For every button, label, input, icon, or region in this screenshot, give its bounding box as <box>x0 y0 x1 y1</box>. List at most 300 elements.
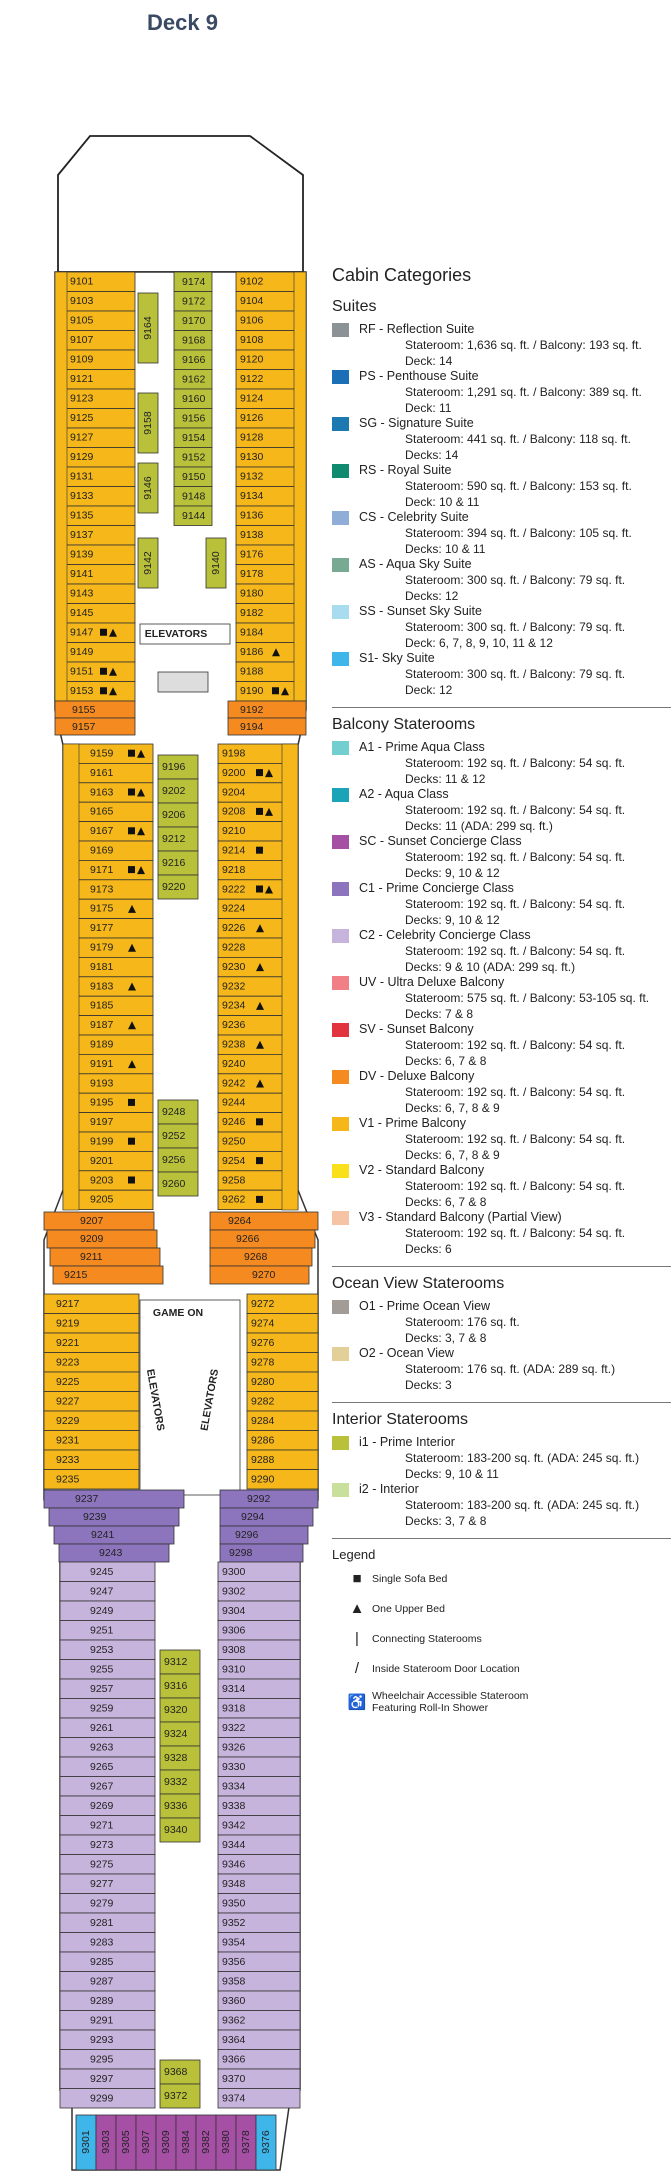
balcony-strip <box>282 744 298 1210</box>
cabin-number: 9248 <box>162 1105 186 1118</box>
category-detail: Decks: 3 <box>405 1377 452 1392</box>
legend-category <box>332 416 671 431</box>
color-swatch <box>332 741 349 755</box>
cabin-number: 9292 <box>247 1492 271 1505</box>
cabin-number: 9346 <box>222 1858 246 1871</box>
cabin-number: 9137 <box>70 529 94 542</box>
cabin-number: 9316 <box>164 1679 188 1692</box>
category-detail: Decks: 6, 7 & 8 <box>405 1194 487 1209</box>
cabin-number: 9169 <box>90 844 114 857</box>
cabin-number: 9268 <box>244 1250 268 1263</box>
legend-category <box>332 369 671 384</box>
cabin-number: 9190 <box>240 685 264 698</box>
legend-category <box>332 1163 671 1178</box>
cabin-number: 9380 <box>219 2130 232 2154</box>
cabin-number: 9274 <box>251 1317 275 1330</box>
cabin-number: 9370 <box>222 2072 246 2085</box>
category-detail: Decks: 11 & 12 <box>405 771 486 786</box>
cabin-number: 9362 <box>222 2014 246 2027</box>
cabin-number: 9123 <box>70 392 94 405</box>
cabin-number: 9280 <box>251 1375 275 1388</box>
cabin-number: 9376 <box>259 2130 272 2154</box>
cabin-number: 9309 <box>159 2130 172 2154</box>
legend-category <box>332 1482 671 1497</box>
cabin-number: 9283 <box>90 1936 114 1949</box>
cabin-number: 9215 <box>64 1268 88 1281</box>
cabin-number: 9354 <box>222 1936 246 1949</box>
cabin <box>49 1508 179 1526</box>
color-swatch <box>332 605 349 619</box>
cabin-number: 9310 <box>222 1663 246 1676</box>
color-swatch <box>332 652 349 666</box>
cabin-number: 9132 <box>240 470 264 483</box>
cabin-number: 9285 <box>90 1955 114 1968</box>
cabin-number: 9255 <box>90 1663 114 1676</box>
category-name: i1 - Prime Interior <box>359 1435 455 1449</box>
cabin-number: 9195 <box>90 1096 114 1109</box>
cabin-number: 9168 <box>182 334 206 347</box>
cabin-number: 9226 <box>222 922 246 935</box>
cabin-number: 9148 <box>182 490 206 503</box>
cabin-number: 9103 <box>70 295 94 308</box>
category-name: O2 - Ocean View <box>359 1346 454 1360</box>
cabin-number: 9151 <box>70 665 94 678</box>
cabin-number: 9211 <box>80 1250 103 1263</box>
legend-category <box>332 881 671 896</box>
cabin-number: 9243 <box>99 1546 123 1559</box>
category-detail: Stateroom: 176 sq. ft. (ADA: 289 sq. ft.) <box>405 1362 616 1376</box>
cabin-number: 9214 <box>222 844 246 857</box>
category-name: UV - Ultra Deluxe Balcony <box>359 975 505 989</box>
deck-plan <box>0 0 330 2182</box>
category-name: V3 - Standard Balcony (Partial View) <box>359 1210 562 1224</box>
category-detail: Deck: 11 <box>405 400 452 415</box>
cabin-number: 9194 <box>240 720 264 733</box>
square-icon <box>256 769 263 776</box>
category-detail: Decks: 6, 7, 8 & 9 <box>405 1100 500 1115</box>
cabin-number: 9332 <box>164 1775 188 1788</box>
legend-symbol <box>332 1660 671 1677</box>
cabin-number: 9201 <box>90 1154 114 1167</box>
cabin-number: 9208 <box>222 805 246 818</box>
cabin-number: 9147 <box>70 626 94 639</box>
category-detail: Stateroom: 183-200 sq. ft. (ADA: 245 sq. ft.) <box>405 1498 640 1512</box>
cabin-number: 9288 <box>251 1453 275 1466</box>
cabin-number: 9312 <box>164 1655 188 1668</box>
cabin-number: 9144 <box>182 509 206 522</box>
square-icon <box>128 866 135 873</box>
cabin-number: 9104 <box>240 295 264 308</box>
cabin-number: 9236 <box>222 1019 246 1032</box>
cabin-number: 9358 <box>222 1975 246 1988</box>
cabin-number: 9183 <box>90 980 114 993</box>
cabin-number: 9191 <box>90 1057 114 1070</box>
cabin-number: 9224 <box>222 902 246 915</box>
category-name: SG - Signature Suite <box>359 416 474 430</box>
cabin-number: 9164 <box>141 316 154 340</box>
cabin-number: 9368 <box>164 2065 188 2078</box>
cabin-number: 9295 <box>90 2053 114 2066</box>
color-swatch <box>332 1023 349 1037</box>
cabin-number: 9273 <box>90 1838 114 1851</box>
cabin-number: 9106 <box>240 314 264 327</box>
cabin-number: 9221 <box>56 1336 80 1349</box>
category-detail: Stateroom: 176 sq. ft. <box>405 1315 520 1329</box>
cabin-number: 9258 <box>222 1174 246 1187</box>
cabin-number: 9210 <box>222 825 246 838</box>
cabin-number: 9179 <box>90 941 114 954</box>
cabin-number: 9314 <box>222 1682 246 1695</box>
cabin-number: 9235 <box>56 1473 80 1486</box>
category-name: SS - Sunset Sky Suite <box>359 604 482 618</box>
balcony-strip <box>55 272 67 701</box>
cabin-number: 9257 <box>90 1682 114 1695</box>
category-detail: Stateroom: 192 sq. ft. / Balcony: 54 sq. ft. <box>405 1179 626 1193</box>
cabin-number: 9220 <box>162 880 186 893</box>
cabin-number: 9326 <box>222 1741 246 1754</box>
category-detail: Stateroom: 300 sq. ft. / Balcony: 79 sq. ft. <box>405 573 626 587</box>
legend-category <box>332 1210 671 1225</box>
legend-category <box>332 322 671 337</box>
category-name: C1 - Prime Concierge Class <box>359 881 514 895</box>
category-detail: Decks: 3, 7 & 8 <box>405 1330 487 1345</box>
cabin <box>210 1230 315 1248</box>
cabin-number: 9162 <box>182 373 206 386</box>
cabin-number: 9336 <box>164 1799 188 1812</box>
category-detail: Stateroom: 1,636 sq. ft. / Balcony: 193 sq. ft. <box>405 338 642 352</box>
cabin-number: 9247 <box>90 1585 114 1598</box>
legend-category <box>332 651 671 666</box>
legend-section-heading: Suites <box>332 298 377 315</box>
cabin-number: 9262 <box>222 1193 246 1206</box>
color-swatch <box>332 835 349 849</box>
cabin-number: 9298 <box>229 1546 253 1559</box>
cabin-number: 9382 <box>199 2130 212 2154</box>
cabin-number: 9180 <box>240 587 264 600</box>
cabin-number: 9136 <box>240 509 264 522</box>
legend-symbol-label: Wheelchair Accessible Stateroom Featuring Roll-In Shower <box>372 1690 529 1714</box>
category-detail: Deck: 14 <box>405 353 453 368</box>
color-swatch <box>332 788 349 802</box>
balcony-strip <box>294 272 306 701</box>
cabin-number: 9350 <box>222 1897 246 1910</box>
cabin-number: 9229 <box>56 1414 80 1427</box>
cabin-number: 9287 <box>90 1975 114 1988</box>
cabin-number: 9241 <box>91 1528 115 1541</box>
legend-category <box>332 928 671 943</box>
cabin-number: 9222 <box>222 883 246 896</box>
cabin-number: 9192 <box>240 703 264 716</box>
category-detail: Decks: 9, 10 & 12 <box>405 865 500 880</box>
cabin-number: 9294 <box>241 1510 265 1523</box>
cabin-number: 9134 <box>240 490 264 503</box>
category-detail: Stateroom: 590 sq. ft. / Balcony: 153 sq. ft. <box>405 479 632 493</box>
cabin-number: 9131 <box>70 470 94 483</box>
cabin-number: 9360 <box>222 1994 246 2007</box>
cabin-number: 9246 <box>222 1116 246 1129</box>
square-icon <box>100 687 107 694</box>
square-icon <box>128 1138 135 1145</box>
cabin-number: 9135 <box>70 509 94 522</box>
cabin-number: 9145 <box>70 607 94 620</box>
category-name: SC - Sunset Concierge Class <box>359 834 522 848</box>
square-icon <box>100 668 107 675</box>
cabin <box>44 1490 184 1508</box>
cabin-number: 9266 <box>236 1232 260 1245</box>
square-icon <box>128 1177 135 1184</box>
category-name: RS - Royal Suite <box>359 463 452 477</box>
legend-category <box>332 1435 671 1450</box>
cabin-number: 9238 <box>222 1038 246 1051</box>
cabin-number: 9193 <box>90 1077 114 1090</box>
cabin-number: 9261 <box>90 1721 114 1734</box>
color-swatch <box>332 1347 349 1361</box>
cabin-number: 9166 <box>182 353 206 366</box>
symbols-title: Legend <box>332 1547 376 1562</box>
color-swatch <box>332 558 349 572</box>
cabin-number: 9126 <box>240 412 264 425</box>
cabin-number: 9200 <box>222 766 246 779</box>
legend-category <box>332 787 671 802</box>
cabin-number: 9304 <box>222 1604 246 1617</box>
door-icon: / <box>354 1660 360 1677</box>
cabin-number: 9252 <box>162 1129 186 1142</box>
legend-category <box>332 1069 671 1084</box>
cabin-number: 9225 <box>56 1375 80 1388</box>
cabin-number: 9293 <box>90 2033 114 2046</box>
cabin-number: 9245 <box>90 1565 114 1578</box>
cabin-number: 9263 <box>90 1741 114 1754</box>
cabin-number: 9227 <box>56 1395 80 1408</box>
cabin-number: 9197 <box>90 1116 114 1129</box>
cabin-number: 9254 <box>222 1154 246 1167</box>
category-detail: Stateroom: 192 sq. ft. / Balcony: 54 sq. ft. <box>405 1085 626 1099</box>
elevators-label: ELEVATORS <box>143 1368 167 1432</box>
cabin-number: 9159 <box>90 747 114 760</box>
category-detail: Stateroom: 300 sq. ft. / Balcony: 79 sq. ft. <box>405 667 626 681</box>
cabin-number: 9300 <box>222 1565 246 1578</box>
cabin-number: 9267 <box>90 1780 114 1793</box>
category-detail: Stateroom: 192 sq. ft. / Balcony: 54 sq. ft. <box>405 944 626 958</box>
category-detail: Deck: 12 <box>405 682 453 697</box>
cabin-number: 9230 <box>222 960 246 973</box>
cabin-number: 9181 <box>90 960 114 973</box>
category-name: V2 - Standard Balcony <box>359 1163 485 1177</box>
cabin-number: 9372 <box>164 2089 188 2102</box>
cabin-number: 9205 <box>90 1193 114 1206</box>
cabin-number: 9306 <box>222 1624 246 1637</box>
square-icon <box>256 847 263 854</box>
cabin-number: 9275 <box>90 1858 114 1871</box>
cabin-number: 9330 <box>222 1760 246 1773</box>
cabin-number: 9366 <box>222 2053 246 2066</box>
cabin-legend <box>332 262 671 1727</box>
category-detail: Decks: 10 & 11 <box>405 541 486 556</box>
cabin-number: 9291 <box>90 2014 114 2027</box>
cabin-number: 9237 <box>75 1492 99 1505</box>
cabin-number: 9189 <box>90 1038 114 1051</box>
cabin-number: 9122 <box>240 373 264 386</box>
category-detail: Deck: 10 & 11 <box>405 494 480 509</box>
category-detail: Decks: 12 <box>405 588 459 603</box>
legend-symbol <box>332 1570 671 1587</box>
legend-category <box>332 604 671 619</box>
category-detail: Stateroom: 192 sq. ft. / Balcony: 54 sq. ft. <box>405 756 626 770</box>
category-detail: Decks: 9, 10 & 12 <box>405 912 500 927</box>
cabin-number: 9302 <box>222 1585 246 1598</box>
cabin-number: 9206 <box>162 808 186 821</box>
cabin-number: 9240 <box>222 1057 246 1070</box>
color-swatch <box>332 1300 349 1314</box>
category-detail: Stateroom: 192 sq. ft. / Balcony: 54 sq. ft. <box>405 1226 626 1240</box>
cabin-number: 9153 <box>70 685 94 698</box>
color-swatch <box>332 323 349 337</box>
cabin-number: 9374 <box>222 2092 246 2105</box>
square-icon <box>272 687 279 694</box>
cabin-number: 9260 <box>162 1177 186 1190</box>
cabin-number: 9121 <box>70 373 94 386</box>
cabin-number: 9140 <box>209 551 222 575</box>
category-name: C2 - Celebrity Concierge Class <box>359 928 531 942</box>
legend-category <box>332 510 671 525</box>
color-swatch <box>332 929 349 943</box>
cabin-number: 9232 <box>222 980 246 993</box>
legend-symbol-label: Single Sofa Bed <box>372 1572 448 1585</box>
category-detail: Decks: 7 & 8 <box>405 1006 474 1021</box>
cabin-number: 9216 <box>162 856 186 869</box>
color-swatch <box>332 1164 349 1178</box>
cabin-number: 9178 <box>240 568 264 581</box>
cabin-number: 9223 <box>56 1356 80 1369</box>
cabin-number: 9120 <box>240 353 264 366</box>
category-detail: Stateroom: 183-200 sq. ft. (ADA: 245 sq. ft.) <box>405 1451 640 1465</box>
cabin-number: 9342 <box>222 1819 246 1832</box>
cabin-number: 9231 <box>56 1434 80 1447</box>
cabin-number: 9198 <box>222 747 246 760</box>
cabin-number: 9264 <box>228 1214 252 1227</box>
category-name: SV - Sunset Balcony <box>359 1022 474 1036</box>
cabin-number: 9217 <box>56 1297 80 1310</box>
legend-symbol-label: One Upper Bed <box>372 1602 445 1615</box>
cabin <box>220 1508 313 1526</box>
legend-symbol <box>332 1600 671 1617</box>
cabin-number: 9184 <box>240 626 264 639</box>
cabin-number: 9234 <box>222 999 246 1012</box>
cabin-number: 9265 <box>90 1760 114 1773</box>
legend-category <box>332 463 671 478</box>
color-swatch <box>332 1436 349 1450</box>
cabin-number: 9253 <box>90 1643 114 1656</box>
legend-symbol-label: Inside Stateroom Door Location <box>372 1662 520 1675</box>
cabin-number: 9165 <box>90 805 114 818</box>
legend-section-heading: Ocean View Staterooms <box>332 1275 505 1292</box>
color-swatch <box>332 417 349 431</box>
category-detail: Decks: 6 <box>405 1241 452 1256</box>
cabin-number: 9188 <box>240 665 264 678</box>
category-detail: Decks: 9 & 10 (ADA: 299 sq. ft.) <box>405 959 576 974</box>
cabin-number: 9212 <box>162 832 186 845</box>
category-detail: Decks: 6, 7 & 8 <box>405 1053 487 1068</box>
square-icon: ■ <box>352 1570 362 1587</box>
legend-category <box>332 975 671 990</box>
cabin-number: 9282 <box>251 1395 275 1408</box>
cabin-number: 9203 <box>90 1174 114 1187</box>
cabin-number: 9102 <box>240 275 264 288</box>
category-name: A1 - Prime Aqua Class <box>359 740 485 754</box>
cabin-number: 9138 <box>240 529 264 542</box>
cabin-number: 9172 <box>182 295 206 308</box>
cabin-number: 9199 <box>90 1135 114 1148</box>
category-name: DV - Deluxe Balcony <box>359 1069 475 1083</box>
legend-category <box>332 1346 671 1361</box>
cabin-number: 9142 <box>141 551 154 575</box>
cabin-number: 9340 <box>164 1823 188 1836</box>
cabin-number: 9202 <box>162 784 186 797</box>
square-icon <box>256 808 263 815</box>
cabin-number: 9352 <box>222 1916 246 1929</box>
cabin-number: 9286 <box>251 1434 275 1447</box>
cabin-number: 9154 <box>182 431 206 444</box>
cabin-number: 9279 <box>90 1897 114 1910</box>
category-detail: Decks: 3, 7 & 8 <box>405 1513 487 1528</box>
cabin-number: 9185 <box>90 999 114 1012</box>
cabin-number: 9107 <box>70 334 94 347</box>
cabin <box>220 1526 308 1544</box>
cabin-number: 9207 <box>80 1214 104 1227</box>
cabin-number: 9108 <box>240 334 264 347</box>
cabin-number: 9150 <box>182 470 206 483</box>
category-detail: Decks: 9, 10 & 11 <box>405 1466 499 1481</box>
category-detail: Stateroom: 192 sq. ft. / Balcony: 54 sq. ft. <box>405 1132 626 1146</box>
cabin-number: 9378 <box>239 2130 252 2154</box>
cabin-number: 9177 <box>90 922 114 935</box>
legend-category <box>332 557 671 572</box>
square-icon <box>256 1157 263 1164</box>
square-icon <box>128 789 135 796</box>
square-icon <box>256 886 263 893</box>
color-swatch <box>332 1211 349 1225</box>
cabin-number: 9149 <box>70 646 94 659</box>
cabin-number: 9161 <box>90 766 114 779</box>
category-detail: Stateroom: 192 sq. ft. / Balcony: 54 sq. ft. <box>405 1038 626 1052</box>
cabin-number: 9305 <box>119 2130 132 2154</box>
cabin-number: 9155 <box>72 703 96 716</box>
wheelchair-icon: ♿ <box>347 1694 367 1711</box>
square-icon <box>256 1118 263 1125</box>
cabin-number: 9187 <box>90 1019 114 1032</box>
cabin-number: 9170 <box>182 314 206 327</box>
cabin-number: 9299 <box>90 2092 114 2105</box>
cabin-number: 9281 <box>90 1916 114 1929</box>
cabin-number: 9251 <box>90 1624 114 1637</box>
legend-symbol <box>332 1690 671 1714</box>
elevator-bank <box>158 672 208 692</box>
cabin-number: 9175 <box>90 902 114 915</box>
cabin-number: 9129 <box>70 451 94 464</box>
category-name: S1- Sky Suite <box>359 651 435 665</box>
cabin-number: 9249 <box>90 1604 114 1617</box>
legend-symbol-label: Connecting Staterooms <box>372 1632 482 1645</box>
cabin-number: 9307 <box>139 2130 152 2154</box>
color-swatch <box>332 976 349 990</box>
cabin-number: 9338 <box>222 1799 246 1812</box>
cabin <box>50 1248 160 1266</box>
cabin-number: 9324 <box>164 1727 188 1740</box>
cabin-number: 9290 <box>251 1473 275 1486</box>
color-swatch <box>332 370 349 384</box>
cabin-number: 9186 <box>240 646 264 659</box>
cabin-number: 9157 <box>72 720 96 733</box>
